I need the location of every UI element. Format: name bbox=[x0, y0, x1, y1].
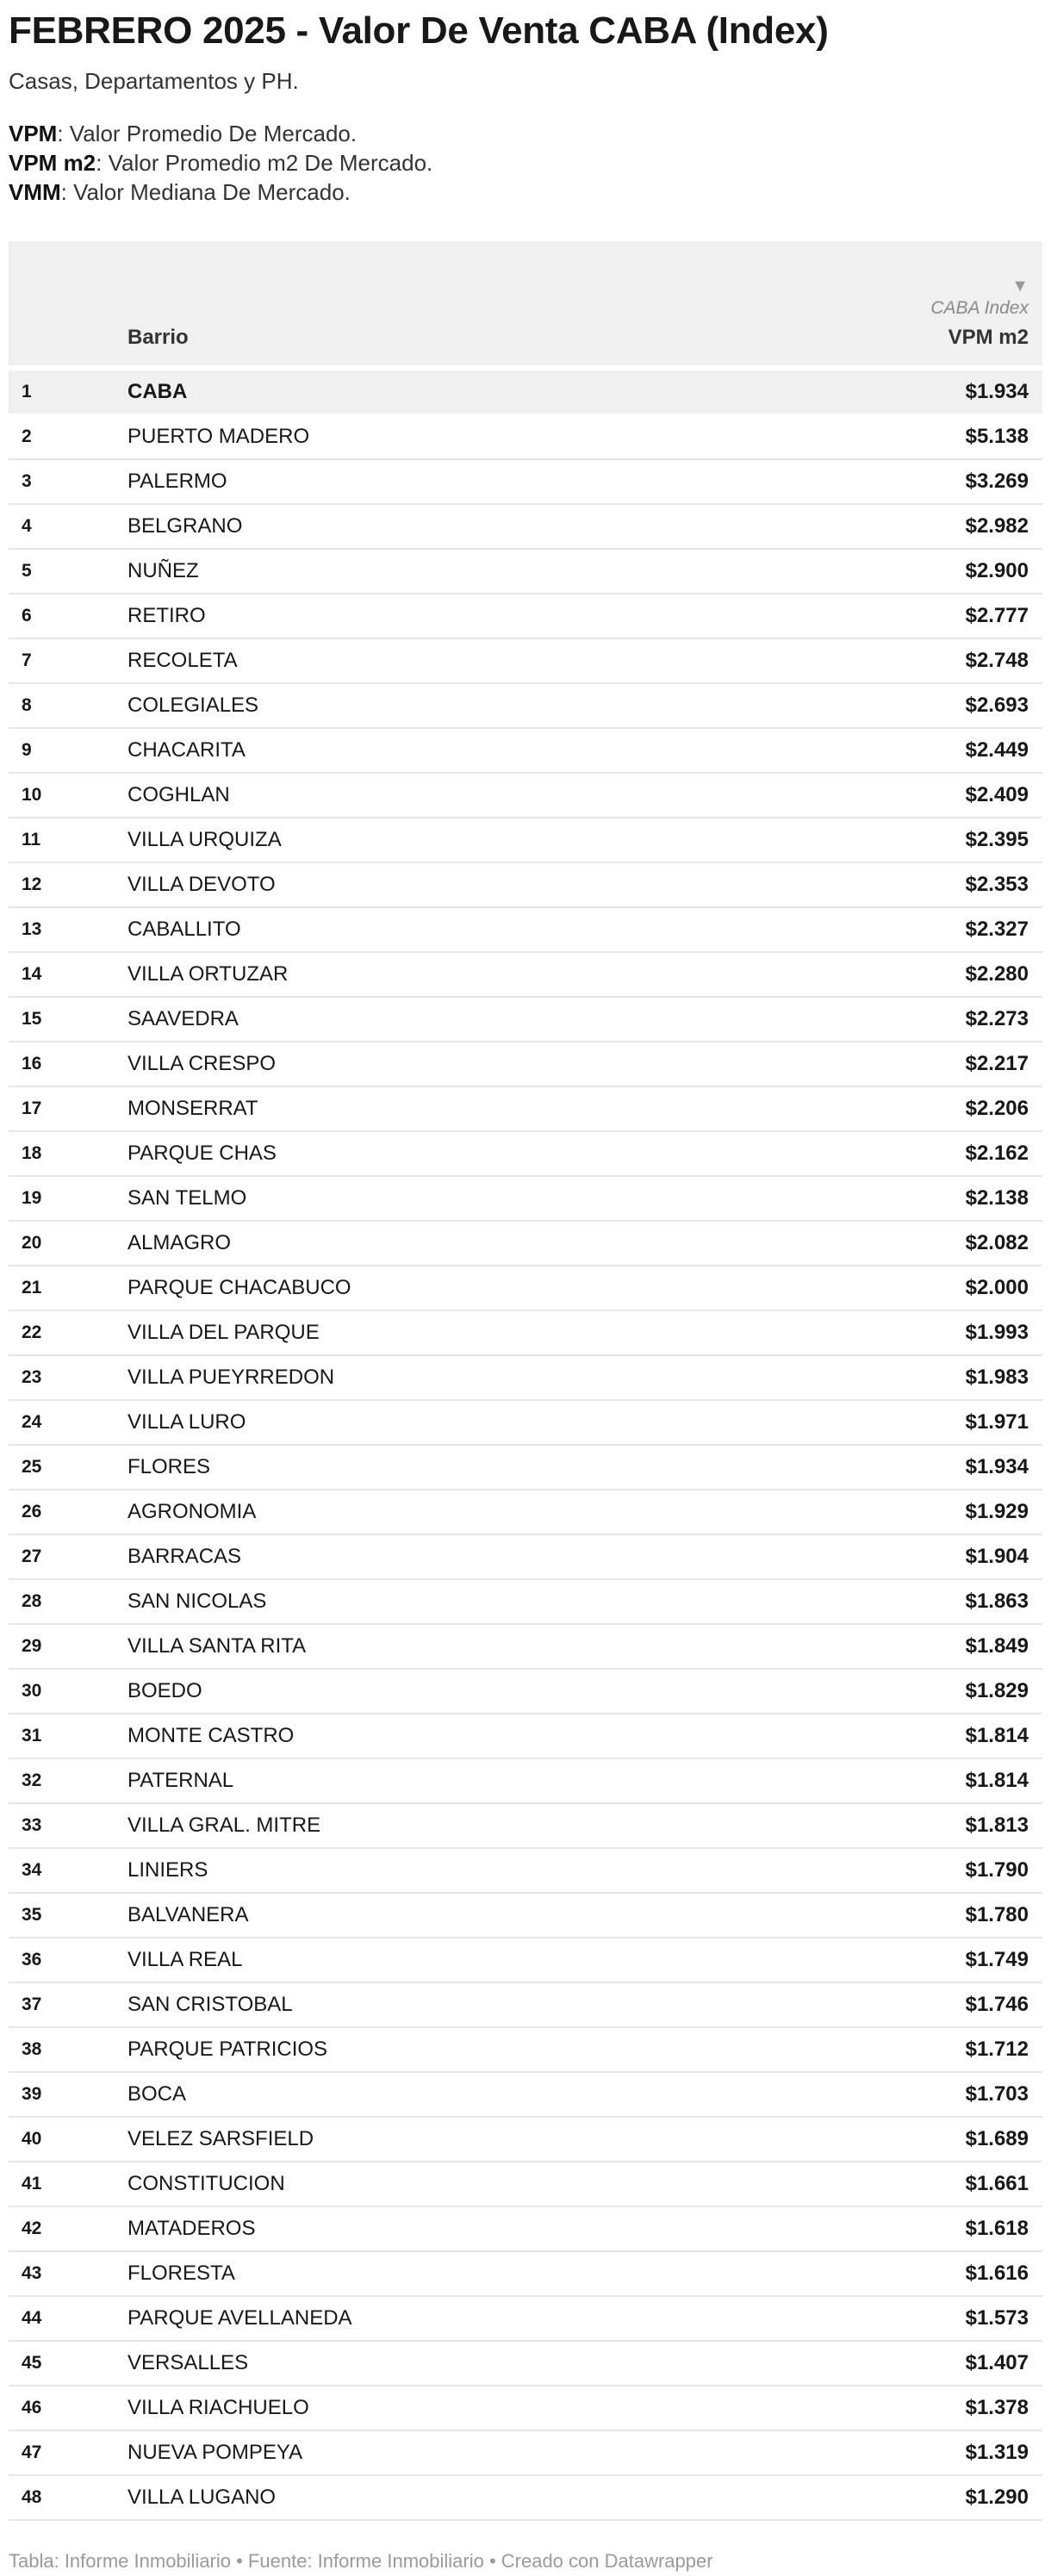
cell-rank: 20 bbox=[9, 1221, 127, 1266]
table-row bbox=[9, 2027, 1042, 2072]
cell-rank: 9 bbox=[9, 728, 127, 773]
cell-value: $1.319 bbox=[738, 2430, 1042, 2475]
cell-barrio: VILLA LUGANO bbox=[127, 2475, 738, 2520]
table-row bbox=[9, 368, 1042, 414]
cell-value: $3.269 bbox=[738, 459, 1042, 504]
table-row bbox=[9, 1938, 1042, 1982]
table-row bbox=[9, 1490, 1042, 1534]
cell-value: $1.749 bbox=[738, 1938, 1042, 1982]
table-row bbox=[9, 1803, 1042, 1848]
cell-barrio: PARQUE CHAS bbox=[127, 1131, 738, 1176]
cell-value: $2.982 bbox=[738, 504, 1042, 549]
cell-barrio: RECOLETA bbox=[127, 638, 738, 683]
cell-barrio: BELGRANO bbox=[127, 504, 738, 549]
cell-barrio: SAN NICOLAS bbox=[127, 1579, 738, 1624]
cell-barrio: VILLA DEVOTO bbox=[127, 862, 738, 907]
column-header-value-label: VPM m2 bbox=[948, 326, 1029, 349]
table-row bbox=[9, 2296, 1042, 2341]
cell-value: $1.934 bbox=[738, 1445, 1042, 1490]
cell-barrio: CABA bbox=[127, 368, 738, 414]
cell-value: $2.162 bbox=[738, 1131, 1042, 1176]
cell-rank: 25 bbox=[9, 1445, 127, 1490]
table-row bbox=[9, 2117, 1042, 2162]
cell-barrio: MONTE CASTRO bbox=[127, 1714, 738, 1758]
cell-value: $1.290 bbox=[738, 2475, 1042, 2520]
cell-rank: 5 bbox=[9, 549, 127, 594]
table-row bbox=[9, 862, 1042, 907]
cell-barrio: AGRONOMIA bbox=[127, 1490, 738, 1534]
cell-barrio: VILLA DEL PARQUE bbox=[127, 1310, 738, 1355]
table-row bbox=[9, 2162, 1042, 2206]
cell-value: $2.327 bbox=[738, 907, 1042, 952]
table-row bbox=[9, 952, 1042, 997]
cell-rank: 17 bbox=[9, 1086, 127, 1131]
cell-value: $1.712 bbox=[738, 2027, 1042, 2072]
column-header-barrio[interactable]: Barrio bbox=[127, 241, 738, 368]
table-header-row bbox=[9, 241, 1042, 368]
cell-barrio: PALERMO bbox=[127, 459, 738, 504]
cell-rank: 43 bbox=[9, 2251, 127, 2296]
cell-rank: 27 bbox=[9, 1534, 127, 1579]
table-row bbox=[9, 414, 1042, 459]
cell-rank: 15 bbox=[9, 997, 127, 1042]
table-row bbox=[9, 1758, 1042, 1803]
cell-rank: 10 bbox=[9, 773, 127, 818]
cell-barrio: RETIRO bbox=[127, 594, 738, 638]
table-row bbox=[9, 1848, 1042, 1893]
cell-rank: 7 bbox=[9, 638, 127, 683]
cell-value: $2.082 bbox=[738, 1221, 1042, 1266]
cell-value: $1.378 bbox=[738, 2386, 1042, 2430]
cell-value: $1.849 bbox=[738, 1624, 1042, 1669]
cell-rank: 26 bbox=[9, 1490, 127, 1534]
table-row bbox=[9, 1042, 1042, 1086]
cell-rank: 23 bbox=[9, 1355, 127, 1400]
cell-rank: 34 bbox=[9, 1848, 127, 1893]
page-title: FEBRERO 2025 - Valor De Venta CABA (Index) bbox=[9, 9, 829, 52]
cell-value: $2.273 bbox=[738, 997, 1042, 1042]
cell-barrio: ALMAGRO bbox=[127, 1221, 738, 1266]
cell-value: $1.863 bbox=[738, 1579, 1042, 1624]
cell-value: $2.409 bbox=[738, 773, 1042, 818]
cell-value: $1.407 bbox=[738, 2341, 1042, 2386]
cell-barrio: COLEGIALES bbox=[127, 683, 738, 728]
cell-value: $1.929 bbox=[738, 1490, 1042, 1534]
definition-vpm bbox=[9, 119, 1042, 148]
cell-barrio: PATERNAL bbox=[127, 1758, 738, 1803]
cell-value: $2.217 bbox=[738, 1042, 1042, 1086]
cell-rank: 40 bbox=[9, 2117, 127, 2162]
table-row bbox=[9, 773, 1042, 818]
definitions-list bbox=[9, 119, 1042, 207]
cell-barrio: PARQUE CHACABUCO bbox=[127, 1266, 738, 1310]
cell-barrio: BARRACAS bbox=[127, 1534, 738, 1579]
cell-rank: 11 bbox=[9, 818, 127, 862]
table-row bbox=[9, 728, 1042, 773]
cell-value: $1.814 bbox=[738, 1758, 1042, 1803]
cell-value: $1.993 bbox=[738, 1310, 1042, 1355]
cell-rank: 22 bbox=[9, 1310, 127, 1355]
definition-term: VPM m2 bbox=[9, 150, 96, 176]
table-row bbox=[9, 2072, 1042, 2117]
cell-barrio: CABALLITO bbox=[127, 907, 738, 952]
table-row bbox=[9, 1714, 1042, 1758]
cell-value: $1.814 bbox=[738, 1714, 1042, 1758]
cell-value: $1.618 bbox=[738, 2206, 1042, 2251]
table-row bbox=[9, 1310, 1042, 1355]
cell-value: $1.983 bbox=[738, 1355, 1042, 1400]
table-row bbox=[9, 1669, 1042, 1714]
definition-term: VPM bbox=[9, 121, 58, 146]
cell-barrio: CONSTITUCION bbox=[127, 2162, 738, 2206]
cell-value: $2.138 bbox=[738, 1176, 1042, 1221]
cell-value: $2.900 bbox=[738, 549, 1042, 594]
page-subtitle: Casas, Departamentos y PH. bbox=[9, 68, 299, 94]
table-row bbox=[9, 1176, 1042, 1221]
definition-text: : Valor Promedio De Mercado. bbox=[57, 121, 358, 146]
cell-rank: 28 bbox=[9, 1579, 127, 1624]
cell-value: $2.280 bbox=[738, 952, 1042, 997]
cell-barrio: VILLA PUEYRREDON bbox=[127, 1355, 738, 1400]
table-row bbox=[9, 1400, 1042, 1445]
cell-barrio: VILLA RIACHUELO bbox=[127, 2386, 738, 2430]
column-header-value[interactable] bbox=[738, 241, 1042, 368]
cell-value: $1.904 bbox=[738, 1534, 1042, 1579]
cell-rank: 12 bbox=[9, 862, 127, 907]
cell-barrio: VILLA REAL bbox=[127, 1938, 738, 1982]
cell-rank: 48 bbox=[9, 2475, 127, 2520]
cell-value: $2.449 bbox=[738, 728, 1042, 773]
cell-rank: 41 bbox=[9, 2162, 127, 2206]
cell-barrio: VILLA CRESPO bbox=[127, 1042, 738, 1086]
table-row bbox=[9, 1355, 1042, 1400]
cell-barrio: COGHLAN bbox=[127, 773, 738, 818]
table-row bbox=[9, 1579, 1042, 1624]
cell-rank: 18 bbox=[9, 1131, 127, 1176]
column-header-rank[interactable] bbox=[9, 241, 127, 368]
sort-descending-icon[interactable]: ▼ bbox=[1011, 277, 1029, 296]
table-row bbox=[9, 1266, 1042, 1310]
cell-value: $2.000 bbox=[738, 1266, 1042, 1310]
cell-rank: 31 bbox=[9, 1714, 127, 1758]
table-row bbox=[9, 1982, 1042, 2027]
cell-rank: 42 bbox=[9, 2206, 127, 2251]
cell-rank: 8 bbox=[9, 683, 127, 728]
table-row bbox=[9, 549, 1042, 594]
cell-barrio: VILLA ORTUZAR bbox=[127, 952, 738, 997]
table-row bbox=[9, 907, 1042, 952]
cell-rank: 16 bbox=[9, 1042, 127, 1086]
cell-rank: 6 bbox=[9, 594, 127, 638]
cell-value: $1.780 bbox=[738, 1893, 1042, 1938]
cell-value: $1.790 bbox=[738, 1848, 1042, 1893]
cell-value: $1.703 bbox=[738, 2072, 1042, 2117]
cell-value: $1.616 bbox=[738, 2251, 1042, 2296]
cell-barrio: BALVANERA bbox=[127, 1893, 738, 1938]
cell-rank: 21 bbox=[9, 1266, 127, 1310]
cell-barrio: FLORESTA bbox=[127, 2251, 738, 2296]
cell-barrio: NUEVA POMPEYA bbox=[127, 2430, 738, 2475]
cell-barrio: VELEZ SARSFIELD bbox=[127, 2117, 738, 2162]
table-row bbox=[9, 1086, 1042, 1131]
cell-rank: 33 bbox=[9, 1803, 127, 1848]
cell-value: $1.689 bbox=[738, 2117, 1042, 2162]
cell-barrio: FLORES bbox=[127, 1445, 738, 1490]
table-row bbox=[9, 1131, 1042, 1176]
cell-barrio: NUÑEZ bbox=[127, 549, 738, 594]
cell-rank: 30 bbox=[9, 1669, 127, 1714]
table-header bbox=[9, 241, 1042, 368]
cell-barrio: CHACARITA bbox=[127, 728, 738, 773]
cell-value: $2.353 bbox=[738, 862, 1042, 907]
table-row bbox=[9, 504, 1042, 549]
cell-rank: 36 bbox=[9, 1938, 127, 1982]
cell-value: $1.746 bbox=[738, 1982, 1042, 2027]
table-row bbox=[9, 1445, 1042, 1490]
cell-value: $2.777 bbox=[738, 594, 1042, 638]
cell-value: $1.661 bbox=[738, 2162, 1042, 2206]
table-row bbox=[9, 683, 1042, 728]
cell-barrio: VILLA LURO bbox=[127, 1400, 738, 1445]
cell-rank: 44 bbox=[9, 2296, 127, 2341]
cell-rank: 13 bbox=[9, 907, 127, 952]
column-group-label: CABA Index bbox=[930, 298, 1029, 318]
table-row bbox=[9, 638, 1042, 683]
cell-rank: 4 bbox=[9, 504, 127, 549]
cell-barrio: VERSALLES bbox=[127, 2341, 738, 2386]
cell-rank: 1 bbox=[9, 368, 127, 414]
cell-barrio: MONSERRAT bbox=[127, 1086, 738, 1131]
cell-rank: 38 bbox=[9, 2027, 127, 2072]
cell-rank: 46 bbox=[9, 2386, 127, 2430]
table-row bbox=[9, 594, 1042, 638]
cell-rank: 35 bbox=[9, 1893, 127, 1938]
cell-barrio: SAN CRISTOBAL bbox=[127, 1982, 738, 2027]
definition-term: VMM bbox=[9, 179, 61, 205]
cell-barrio: BOCA bbox=[127, 2072, 738, 2117]
cell-rank: 32 bbox=[9, 1758, 127, 1803]
table-row bbox=[9, 2251, 1042, 2296]
table-row bbox=[9, 2386, 1042, 2430]
definition-text: : Valor Mediana De Mercado. bbox=[60, 179, 351, 205]
cell-value: $1.934 bbox=[738, 368, 1042, 414]
cell-barrio: PARQUE PATRICIOS bbox=[127, 2027, 738, 2072]
cell-value: $1.813 bbox=[738, 1803, 1042, 1848]
definition-vpm-m2 bbox=[9, 148, 1042, 177]
cell-rank: 19 bbox=[9, 1176, 127, 1221]
cell-rank: 29 bbox=[9, 1624, 127, 1669]
cell-rank: 47 bbox=[9, 2430, 127, 2475]
table-row bbox=[9, 459, 1042, 504]
table-row bbox=[9, 2341, 1042, 2386]
cell-barrio: PARQUE AVELLANEDA bbox=[127, 2296, 738, 2341]
cell-value: $2.748 bbox=[738, 638, 1042, 683]
cell-value: $5.138 bbox=[738, 414, 1042, 459]
table-row bbox=[9, 1221, 1042, 1266]
definition-vmm bbox=[9, 177, 1042, 207]
table-row bbox=[9, 818, 1042, 862]
cell-value: $1.971 bbox=[738, 1400, 1042, 1445]
footer-credits: Tabla: Informe Inmobiliario • Fuente: Informe Inmobiliario • Creado con Datawrapper bbox=[9, 2550, 713, 2572]
table-row bbox=[9, 1624, 1042, 1669]
table-row bbox=[9, 2475, 1042, 2520]
cell-rank: 3 bbox=[9, 459, 127, 504]
ranking-table bbox=[9, 241, 1042, 2521]
cell-rank: 2 bbox=[9, 414, 127, 459]
definition-text: : Valor Promedio m2 De Mercado. bbox=[96, 150, 433, 176]
table-row bbox=[9, 997, 1042, 1042]
cell-value: $2.395 bbox=[738, 818, 1042, 862]
cell-value: $2.206 bbox=[738, 1086, 1042, 1131]
cell-rank: 24 bbox=[9, 1400, 127, 1445]
cell-barrio: MATADEROS bbox=[127, 2206, 738, 2251]
cell-barrio: LINIERS bbox=[127, 1848, 738, 1893]
table-row bbox=[9, 1893, 1042, 1938]
cell-value: $1.829 bbox=[738, 1669, 1042, 1714]
table-row bbox=[9, 1534, 1042, 1579]
cell-barrio: VILLA URQUIZA bbox=[127, 818, 738, 862]
table-row bbox=[9, 2430, 1042, 2475]
cell-rank: 39 bbox=[9, 2072, 127, 2117]
cell-barrio: SAN TELMO bbox=[127, 1176, 738, 1221]
cell-barrio: VILLA SANTA RITA bbox=[127, 1624, 738, 1669]
cell-value: $2.693 bbox=[738, 683, 1042, 728]
cell-value: $1.573 bbox=[738, 2296, 1042, 2341]
cell-barrio: VILLA GRAL. MITRE bbox=[127, 1803, 738, 1848]
cell-rank: 14 bbox=[9, 952, 127, 997]
cell-barrio: SAAVEDRA bbox=[127, 997, 738, 1042]
table-row bbox=[9, 2206, 1042, 2251]
cell-barrio: PUERTO MADERO bbox=[127, 414, 738, 459]
cell-rank: 37 bbox=[9, 1982, 127, 2027]
cell-rank: 45 bbox=[9, 2341, 127, 2386]
table-body bbox=[9, 368, 1042, 2520]
cell-barrio: BOEDO bbox=[127, 1669, 738, 1714]
